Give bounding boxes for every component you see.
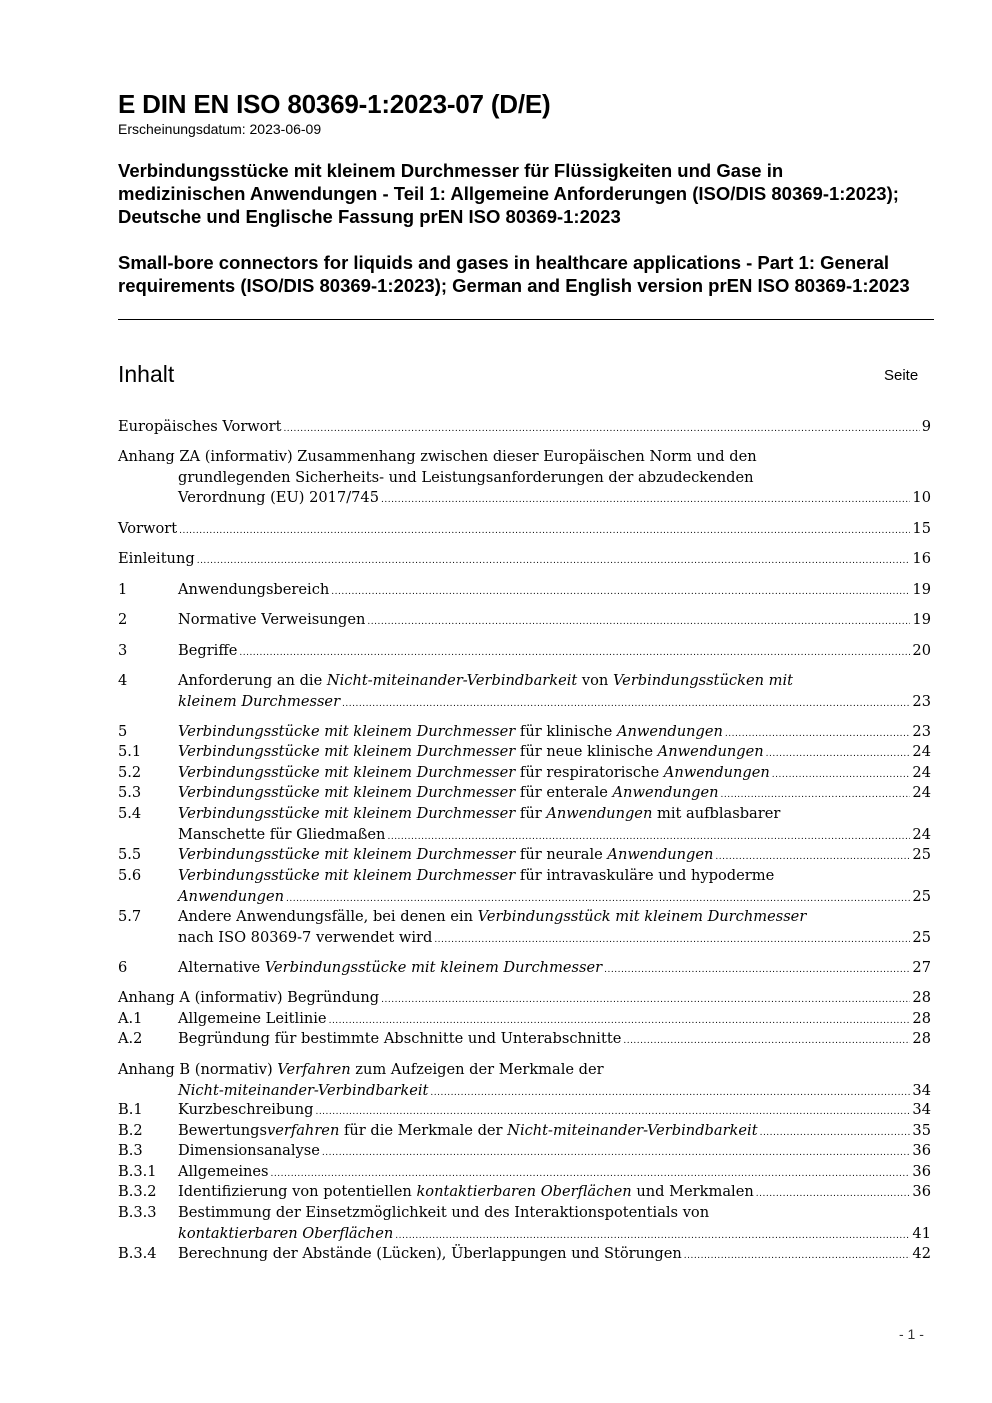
toc-entry-number: B.3 [118,1142,143,1159]
toc-entry-last-line [178,958,931,981]
toc-text-run: Verbindungsstücke mit kleinem Durchmesser [178,743,516,760]
toc-page-number: 34 [912,1081,931,1099]
toc-page-number: 20 [912,642,931,659]
toc-entry-last-line [178,783,931,806]
toc-entry-last-line [178,610,931,633]
toc-entry[interactable] [118,742,931,765]
toc-entry-title [178,763,770,784]
toc-page-number: 24 [912,784,931,801]
toc-text-run: für respiratorische [515,764,664,781]
toc-text-run: Anwendungen [657,743,764,760]
toc-entry-title [178,958,602,979]
toc-page-number: 25 [912,928,931,946]
toc-entry-last-line [178,742,931,765]
toc-text-run: Nicht-miteinander-Verbindbarkeit [326,672,578,689]
toc-text-run: Verbindungsstücke mit kleinem Durchmesser [178,846,516,863]
toc-entry-title [178,1121,758,1142]
toc-text-run: Bestimmung der Einsetzmöglichkeit und des Interaktionspotentials von [178,1204,710,1221]
toc-entry-number: B.3.1 [118,1163,157,1180]
toc-entry-title [118,417,281,438]
toc-page-number: 28 [912,1030,931,1047]
toc-text-run: verfahren [266,1122,340,1139]
toc-leader-dots [684,1246,911,1267]
toc-entry-number: B.3.3 [118,1204,157,1221]
toc-page-number: 27 [912,959,931,976]
toc-text-run: Manschette für Gliedmaßen [178,825,386,843]
toc-text-run: Allgemeines [178,1163,269,1180]
toc-page-number: 23 [912,723,931,740]
toc-leader-dots [179,521,910,542]
toc-entry-number: 5.7 [118,908,142,925]
toc-leader-dots [766,744,911,765]
toc-leader-dots [623,1031,910,1052]
toc-leader-dots [315,1102,910,1123]
toc-text-run: Begriffe [178,642,238,659]
toc-entry[interactable] [118,1141,931,1164]
toc-page-number: 41 [912,1224,931,1242]
toc-entry-number: B.3.4 [118,1245,157,1262]
toc-entry[interactable] [118,519,931,542]
toc-entry[interactable] [118,417,931,440]
toc-entry-last-line [178,1182,931,1205]
toc-leader-dots [322,1143,911,1164]
toc-entry-last-line [178,692,931,715]
toc-text-run: Verbindungsstücken mit [612,672,793,689]
toc-entry-title [178,887,284,908]
toc-entry[interactable] [118,1060,931,1103]
toc-entry[interactable] [118,988,931,1011]
toc-entry-line [178,866,931,887]
toc-entry-title [178,783,719,804]
toc-entry-line [178,907,931,928]
toc-text-run: kontaktierbaren Oberflächen [416,1183,632,1200]
toc-text-run: Anwendungen [607,846,714,863]
toc-page-number: 35 [912,1122,931,1139]
toc-text-run: Kurzbeschreibung [178,1101,314,1118]
toc-entry-title [178,1081,428,1102]
toc-entry-title [178,722,723,743]
toc-entry-title [178,1182,754,1203]
toc-page-number: 28 [912,989,931,1006]
toc-text-run: Bewertungs [178,1122,267,1139]
toc-entry-line: Anhang ZA (informativ) Zusammenhang zwischen dieser Europäischen Norm und den [118,448,757,465]
toc-text-run: Verbindungsstücke mit kleinem Durchmesser [178,764,516,781]
toc-entry-title [118,549,195,570]
toc-entry[interactable] [118,1100,931,1123]
toc-entry[interactable] [118,958,931,981]
toc-leader-dots [239,643,910,664]
toc-page-number: 25 [912,887,931,905]
toc-text-run: Verbindungsstück mit kleinem Durchmesser [477,908,807,925]
toc-text-run: Allgemeine Leitlinie [178,1010,327,1027]
toc-heading: Inhalt [118,361,175,387]
toc-entry-title [178,1141,320,1162]
toc-entry-title [178,692,340,713]
toc-entry-number: A.2 [118,1030,143,1047]
toc-text-run: zum Aufzeigen der Merkmale der [350,1061,604,1078]
toc-entry[interactable] [118,907,931,950]
toc-entry[interactable] [118,783,931,806]
toc-entry-title [178,1100,313,1121]
toc-text-run: Anwendungen [663,764,770,781]
toc-page-number: 36 [912,1163,931,1180]
toc-text-run: Vorwort [118,520,178,537]
toc-entry[interactable] [118,671,931,714]
toc-leader-dots [756,1184,911,1205]
toc-leader-dots [342,694,910,715]
toc-entry-title [178,610,365,631]
toc-text-run: Anhang A (informativ) Begründung [118,989,380,1006]
toc-text-run: nach ISO 80369-7 verwendet wird [178,928,433,946]
toc-entry-number: 5.5 [118,846,142,863]
toc-text-run: Anwendungsbereich [178,581,330,598]
toc-entry-number: 4 [118,672,128,689]
toc-entry-title [118,988,379,1009]
toc-text-run: Begründung für bestimmte Abschnitte und Unterabschnitte [178,1030,622,1047]
toc-text-run: Alternative [178,959,265,976]
toc-entry-last-line [178,580,931,603]
header-rule [118,319,934,320]
toc-text-run: Normative Verweisungen [178,611,366,628]
toc-text-run: Verbindungsstücke mit kleinem Durchmesser [264,959,603,976]
toc-text-run: mit aufblasbarer [652,805,781,822]
toc-text-run: und Merkmalen [631,1183,754,1200]
toc-entry-last-line [118,519,931,542]
toc-page-label: Seite [884,367,919,384]
toc-entry-title [178,580,329,601]
toc-entry-title [178,845,713,866]
toc-entry-number: 5.2 [118,764,142,781]
toc-page-number: 28 [912,1010,931,1027]
toc-leader-dots [381,990,910,1011]
toc-leader-dots [721,785,911,806]
toc-entry-number: 5.4 [118,805,142,822]
toc-text-run: Identifizierung von potentiellen [178,1183,417,1200]
toc-entry[interactable] [118,1244,931,1267]
toc-entry[interactable] [118,1029,931,1052]
toc-entry[interactable] [118,804,931,847]
toc-entry[interactable] [118,1182,931,1205]
toc-text-run: Anwendungen [612,784,719,801]
toc-leader-dots [715,847,910,868]
toc-text-run: Berechnung der Abstände (Lücken), Überlappungen und Störungen [178,1245,682,1262]
toc-entry-number: 1 [118,581,128,598]
toc-text-run: Europäisches Vorwort [118,418,282,435]
toc-text-run: Verbindungsstücke mit kleinem Durchmesser [178,867,516,884]
toc-entry[interactable] [118,549,931,572]
toc-page-number: 24 [912,825,931,843]
toc-text-run: Dimensionsanalyse [178,1142,320,1159]
document-id: E DIN EN ISO 80369-1:2023-07 (D/E) [118,89,551,119]
toc-entry-title [178,641,237,662]
toc-text-run: kontaktierbaren Oberflächen [178,1224,394,1242]
toc-leader-dots [197,551,911,572]
toc-text-run: Verbindungsstücke mit kleinem Durchmesser [178,723,516,740]
toc-entry-last-line [178,488,931,511]
toc-page-number: 9 [921,418,931,435]
toc-text-run: Anwendungen [178,887,284,905]
toc-entry-number: 5.6 [118,867,142,884]
toc-entry[interactable] [118,447,931,511]
toc-text-run: Anhang B (normativ) [118,1061,278,1078]
toc-entry-last-line [178,1224,931,1247]
toc-entry-title [178,1009,327,1030]
toc-entry-number: 5.1 [118,743,142,760]
toc-entry-last-line [118,549,931,572]
toc-text-run: Anwendungen [616,723,723,740]
toc-entry-title [178,825,385,846]
toc-page-number: 19 [912,611,931,628]
toc-entry-title [178,1224,393,1245]
toc-entry-number: B.1 [118,1101,143,1118]
title-german: Verbindungsstücke mit kleinem Durchmesser für Flüssigkeiten und Gase in medizinischen Anwendungen - Teil 1: Allgemeine Anforderungen (ISO/DIS 80369-1:2023); Deutsche und Englische Fassung prEN ISO 80369-1:2023 [118,160,899,227]
toc-text-run: Andere Anwendungsfälle, bei denen ein [178,908,478,925]
toc-text-run: für neue klinische [515,743,658,760]
toc-entry-title [178,742,764,763]
toc-page-number: 24 [912,743,931,760]
toc-entry-line [178,1203,931,1224]
toc-entry-number: 2 [118,611,128,628]
toc-leader-dots [283,419,919,440]
toc-entry-last-line [178,1141,931,1164]
toc-entry-last-line [178,928,931,951]
toc-page-number: 36 [912,1142,931,1159]
toc-text-run: Nicht-miteinander-Verbindbarkeit [178,1081,429,1099]
toc-page-number: 16 [912,550,931,567]
toc-entry-last-line [178,1244,931,1267]
toc-page-number: 34 [912,1101,931,1118]
toc-text-run: Verordnung (EU) 2017/745 [178,489,379,506]
toc-entry[interactable] [118,580,931,603]
toc-entry-number: 5 [118,723,128,740]
page-number: - 1 - [899,1326,924,1342]
toc-text-run: für intravaskuläre und hypoderme [515,867,775,884]
toc-entry[interactable] [118,845,931,868]
toc-entry-number: B.2 [118,1122,143,1139]
toc-entry-number: 3 [118,642,128,659]
toc-text-run: Nicht-miteinander-Verbindbarkeit [507,1122,758,1139]
toc-entry-last-line [178,845,931,868]
toc-entry-number: 6 [118,959,128,976]
toc-leader-dots [604,960,910,981]
toc-text-run: Verfahren [277,1061,351,1078]
toc-entry-last-line [178,825,931,848]
toc-leader-dots [395,1226,910,1247]
toc-entry-number: B.3.2 [118,1183,157,1200]
toc-entry[interactable] [118,1203,931,1246]
toc-page-number: 25 [912,846,931,863]
toc-entry-last-line [178,1029,931,1052]
toc-entry-line [178,671,931,692]
toc-page-number: 23 [912,692,931,710]
toc-text-run: für klinische [515,723,617,740]
toc-entry[interactable] [118,641,931,664]
toc-text-run: für enterale [515,784,613,801]
toc-entry-title [178,1244,682,1265]
toc-entry-title [178,488,379,509]
toc-text-run: für die Merkmale der [339,1122,508,1139]
toc-entry-number: 5.3 [118,784,142,801]
toc-entry-last-line [118,988,931,1011]
toc-entry-title [178,1029,621,1050]
toc-page-number: 24 [912,764,931,781]
publication-date: Erscheinungsdatum: 2023-06-09 [118,121,322,137]
toc-leader-dots [286,889,910,910]
toc-leader-dots [367,612,910,633]
toc-page-number: 15 [912,520,931,537]
toc-entry-line [178,804,931,825]
toc-text-run: Anwendungen [546,805,653,822]
toc-page-number: 10 [912,489,931,506]
toc-leader-dots [331,582,910,603]
toc-text-run: für neurale [515,846,608,863]
toc-entry[interactable] [118,610,931,633]
toc-page-number: 36 [912,1183,931,1200]
toc-entry-last-line [178,887,931,910]
toc-leader-dots [387,827,910,848]
toc-text-run: Anforderung an die [178,672,327,689]
toc-page-number: 19 [912,581,931,598]
toc-entry[interactable] [118,866,931,909]
toc-entry-line: grundlegenden Sicherheits- und Leistungsanforderungen der abzudeckenden [178,468,754,486]
toc-text-run: für [515,805,547,822]
toc-entry-last-line [178,1100,931,1123]
toc-entry-last-line [178,641,931,664]
toc-text-run: Verbindungsstücke mit kleinem Durchmesser [178,805,516,822]
toc-text-run: kleinem Durchmesser [178,692,341,710]
toc-entry-number: A.1 [118,1010,143,1027]
toc-text-run: Verbindungsstücke mit kleinem Durchmesser [178,784,516,801]
toc-text-run: von [577,672,613,689]
toc-entry-title [178,1162,269,1183]
title-english: Small-bore connectors for liquids and gases in healthcare applications - Part 1: General requirements (ISO/DIS 80369-1:2023); German and English version prEN ISO 80369-1:2023 [118,252,910,296]
toc-leader-dots [381,490,910,511]
toc-entry-title [178,928,432,949]
toc-entry-title [118,519,177,540]
toc-leader-dots [434,930,910,951]
toc-entry-line [118,1060,931,1081]
toc-text-run: Einleitung [118,550,195,567]
toc-entry-last-line [118,417,931,440]
toc-page-number: 42 [912,1245,931,1262]
